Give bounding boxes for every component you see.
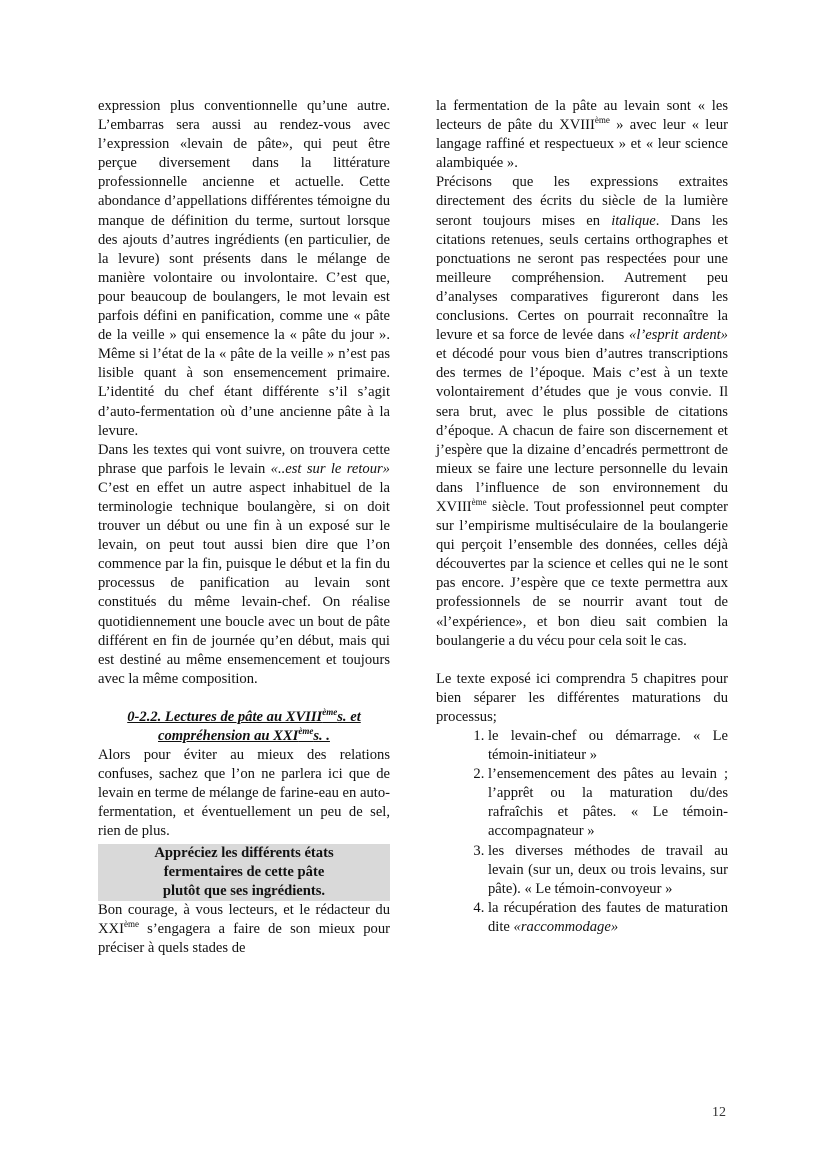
heading-text: 0-2.2. Lectures de pâte au XVIII [127, 708, 323, 725]
paragraph: expression plus conventionnelle qu’une autre. L’embarras sera aussi au rendez-vous avec l’expression «levain de pâte», qui peut être perçue diversement dans la littérature professionnelle ancienne et actuelle. Cette abondance d’appellations différentes témoigne du manque de définition du terme, surtout lorsque des ajouts d’autres ingrédients (en particulier, de la levure) sont présents dans le mélange de manière volontaire ou involontaire. C’est que, pour beaucoup de boulangers, le mot levain est parfois défini en panification, comme une « pâte de la veille » qui ensemence la « pâte du jour ». Même si l’état de la « pâte de la veille » n’est pas lisible quant à son ensemencement primaire. L’identité du chef étant différente s’il s’agit d’auto-fermentation où d’une ancienne pâte à la levure. [98, 98, 390, 439]
list-item: 1. le levain-chef ou démarrage. « Le témoin-initiateur » [488, 727, 728, 765]
italic-quote: «raccommodage» [513, 918, 619, 935]
paragraph [98, 441, 390, 689]
list-item [488, 899, 728, 937]
right-column [436, 97, 728, 937]
box-line: fermentaires de cette pâte [163, 863, 325, 880]
list-item: 2. l’ensemencement des pâtes au levain ; l’apprêt ou la maturation du/des rafraîchis et pâtes. « Le témoin-accompagnateur » [488, 765, 728, 841]
italic-quote: «l’esprit ardent» [629, 327, 728, 344]
text-run: C’est en effet un autre aspect inhabituel de la terminologie technique boulangère, si on doit trouver un début ou une fin à un exposé sur le levain, on peut tout aussi bien dire que l’on commence par la fin, puisque le début et la fin du processus de panification au levain sont constitués du même levain-chef. On réalise quotidiennement une boucle avec un bout de pâte différent en fin de journée qu’en début, mais qui est destiné au même ensemencement et toujours avec la même composition. [98, 479, 390, 687]
list-item: 3. les diverses méthodes de travail au levain (sur un, deux ou trois levains, sur pâte). « Le témoin-convoyeur » [488, 842, 728, 899]
text-run: Bon courage, à vous lecteurs, et le rédacteur du XXI [98, 901, 390, 937]
box-line: plutôt que ses ingrédients. [162, 882, 326, 899]
spacer [98, 689, 390, 708]
paragraph [436, 173, 728, 650]
text-run: Précisons que les expressions extraites directement des écrits du siècle de la lumière seront toujours mises en [436, 174, 728, 229]
section-heading [98, 708, 390, 746]
left-column [98, 97, 390, 958]
superscript: ème [471, 497, 487, 508]
text-run: siècle. Tout professionnel peut compter sur l’empirisme multiséculaire de la boulangerie qui perçoit l’ensemble des données, celles déjà découvertes par la science et celles qui ne le sont pas encore. J’espère que ce texte permettra aux professionnels de se nourrir avant tout de «l’expérience», et bon dieu sait combien la boulangerie a du vécu pour cela soit le cas. [436, 498, 728, 649]
italic-word: italique [611, 212, 656, 229]
text-run: la fermentation de la pâte au levain sont « les lecteurs de pâte du XVIII [436, 98, 728, 134]
highlight-box [98, 844, 390, 901]
paragraph: Alors pour éviter au mieux des relations confuses, sachez que l’on ne parlera ici que de levain en terme de mélange de farine-eau en auto-fermentation, et éventuellement un peu de sel, rien de plus. [98, 747, 390, 840]
text-run: Dans les textes qui vont suivre, on trouvera cette phrase que parfois le levain [98, 441, 390, 477]
text-run: la récupération des fautes de maturation dite [488, 899, 728, 935]
chapter-list [436, 727, 728, 937]
spacer [436, 651, 728, 670]
paragraph: Le texte exposé ici comprendra 5 chapitres pour bien séparer les différentes maturations du processus; [436, 670, 728, 725]
text-run: et décodé pour vous bien d’autres transcriptions des termes de l’époque. Mais c’est à un texte volontairement d’études que je vous convie. Il sera brut, avec le plus possible de citations d’époque. A chacun de faire son discernement et j’espère que la dizaine d’encadrés permettront de mieux se faire une lecture personnelle du levain dans l’influence de son environnement du XVIII [436, 346, 728, 515]
paragraph [98, 901, 390, 958]
italic-quote: «..est sur le retour» [270, 460, 390, 477]
text-run: » avec leur « leur langage raffiné et respectueux » et « leur science alambiquée ». [436, 117, 728, 172]
superscript: ème [594, 115, 610, 126]
superscript: ème [123, 919, 139, 930]
text-run: . Dans les citations retenues, seuls certains orthographes et ponctuations ne seront pas respectées pour une meilleure compréhension. Autrement peu d’analyses comparatives figureront dans les conclusions. Certes on pourrait reconnaître la levure et sa force de levée dans [436, 212, 728, 344]
heading-text: s. . [313, 728, 330, 744]
paragraph [436, 97, 728, 173]
text-run: s’engagera a faire de son mieux pour préciser à quels stades de [98, 920, 390, 957]
superscript: ème [322, 707, 338, 718]
box-line: Appréciez les différents états [154, 844, 334, 861]
superscript: ème [298, 726, 314, 737]
page-number: 12 [712, 1105, 726, 1120]
heading-text: s. et compréhension au XXI [158, 708, 361, 744]
